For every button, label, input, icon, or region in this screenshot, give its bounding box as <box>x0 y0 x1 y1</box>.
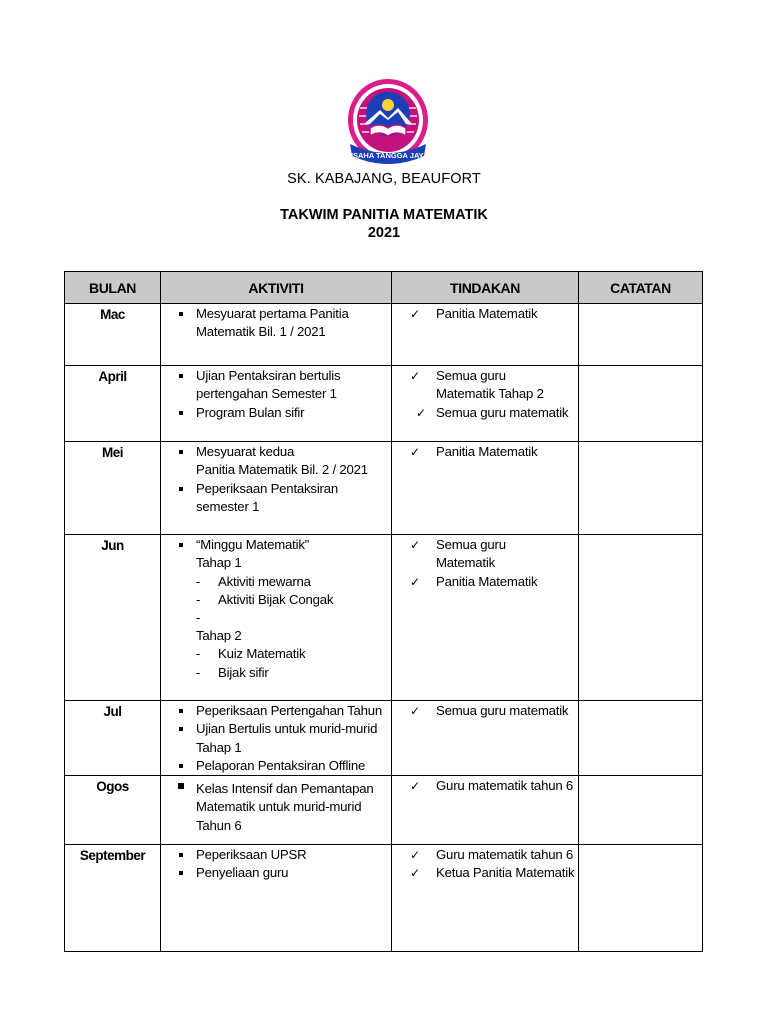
notes-cell <box>579 776 703 845</box>
list-item: ✓ Semua guru matematik <box>392 404 578 422</box>
list-item: Mesyuarat pertama Panitia Matematik Bil. 1 / 2021 <box>161 305 391 342</box>
header-tindakan: TINDAKAN <box>392 272 579 304</box>
list-item: Ujian Bertulis untuk murid-murid Tahap 1 <box>161 720 391 757</box>
action-cell <box>392 304 579 366</box>
school-name: SK. KABAJANG, BEAUFORT <box>287 171 481 187</box>
notes-cell <box>579 442 703 535</box>
activity-cell <box>161 366 392 442</box>
sub-item: - Aktiviti Bijak Congak <box>161 591 391 609</box>
list-item: ✓ Semua guru Matematik <box>392 536 578 573</box>
title-year: 2021 <box>367 225 401 241</box>
activity-cell <box>161 304 392 366</box>
month-cell: Mac <box>65 304 161 366</box>
list-item: Penyeliaan guru <box>161 864 391 882</box>
table-row <box>65 366 703 442</box>
notes-cell <box>579 366 703 442</box>
list-item: ✓ Ketua Panitia Matematik <box>392 864 578 882</box>
month-cell: Ogos <box>65 776 161 845</box>
table-row <box>65 304 703 366</box>
notes-cell <box>579 304 703 366</box>
list-item: ✓ Panitia Matematik <box>392 573 578 591</box>
list-item: ✓ Guru matematik tahun 6 <box>392 777 578 795</box>
list-item: ✓ Panitia Matematik <box>392 305 578 323</box>
activity-cell <box>161 535 392 701</box>
table-row <box>65 442 703 535</box>
sub-item: - Bijak sifir <box>161 664 391 682</box>
month-cell: September <box>65 845 161 952</box>
list-item: Peperiksaan Pertengahan Tahun <box>161 702 391 720</box>
table-row <box>65 776 703 845</box>
list-item: ✓ Semua guru matematik <box>392 702 578 720</box>
list-item: “Minggu Matematik” <box>161 536 391 554</box>
sub-item <box>161 609 391 627</box>
notes-cell <box>579 845 703 952</box>
list-item: Peperiksaan Pentaksiran semester 1 <box>161 480 391 517</box>
action-cell <box>392 845 579 952</box>
header-catatan: CATATAN <box>579 272 703 304</box>
list-item: Peperiksaan UPSR <box>161 846 391 864</box>
svg-text:USAHA TANGGA JAYA: USAHA TANGGA JAYA <box>347 151 429 160</box>
list-item: Ujian Pentaksiran bertulis pertengahan Semester 1 <box>161 367 391 404</box>
activity-cell <box>161 776 392 845</box>
list-item: Kelas Intensif dan Pemantapan Matematik untuk murid-murid Tahun 6 <box>161 777 391 835</box>
school-logo <box>346 78 430 170</box>
activity-cell <box>161 845 392 952</box>
document-title <box>0 206 768 242</box>
tahap1-label: Tahap 1 <box>196 555 242 571</box>
notes-cell <box>579 535 703 701</box>
list-item: ✓ Guru matematik tahun 6 <box>392 846 578 864</box>
action-cell <box>392 535 579 701</box>
header-aktiviti: AKTIVITI <box>161 272 392 304</box>
calendar-table <box>64 271 703 952</box>
list-item: Pelaporan Pentaksiran Offline <box>161 757 391 775</box>
action-cell <box>392 776 579 845</box>
sub-item: - Kuiz Matematik <box>161 645 391 663</box>
list-item: ✓ Panitia Matematik <box>392 443 578 461</box>
table-row <box>65 845 703 952</box>
list-item: Mesyuarat kedua Panitia Matematik Bil. 2 / 2021 <box>161 443 391 480</box>
month-cell: Mei <box>65 442 161 535</box>
list-item: ✓ Semua guru Matematik Tahap 2 <box>392 367 578 404</box>
action-cell <box>392 442 579 535</box>
month-cell: Jul <box>65 701 161 776</box>
activity-cell <box>161 442 392 535</box>
tahap2-label: Tahap 2 <box>196 628 242 644</box>
month-cell: Jun <box>65 535 161 701</box>
activity-cell <box>161 701 392 776</box>
table-header-row <box>65 272 703 304</box>
title-line1: TAKWIM PANITIA MATEMATIK <box>280 207 488 223</box>
table-row <box>65 701 703 776</box>
table-row <box>65 535 703 701</box>
header-bulan: BULAN <box>65 272 161 304</box>
month-cell: April <box>65 366 161 442</box>
action-cell <box>392 701 579 776</box>
notes-cell <box>579 701 703 776</box>
action-cell <box>392 366 579 442</box>
list-item: Program Bulan sifir <box>161 404 391 422</box>
sub-item: - Aktiviti mewarna <box>161 573 391 591</box>
